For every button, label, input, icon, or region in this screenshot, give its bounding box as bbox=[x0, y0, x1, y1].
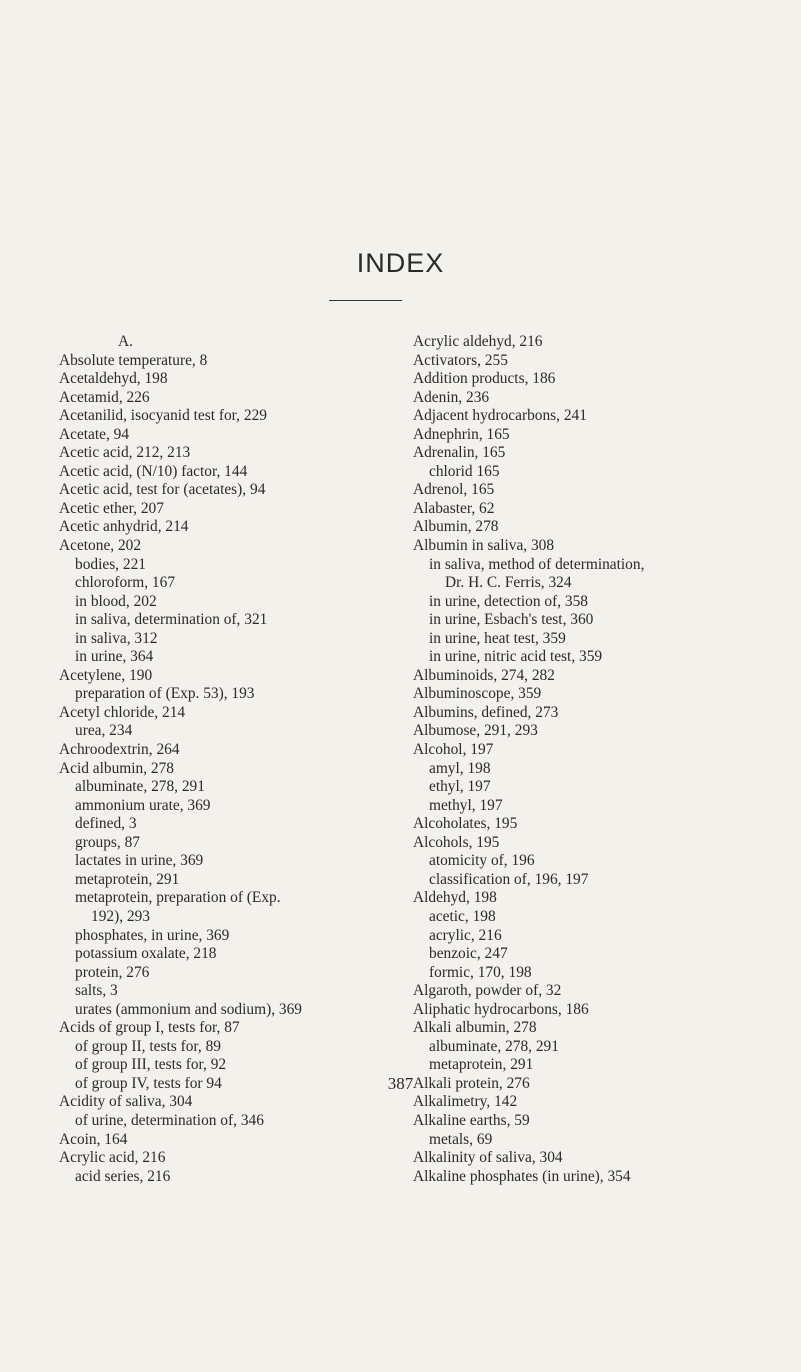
index-entry: Alkalinity of saliva, 304 bbox=[413, 1149, 563, 1167]
index-subentry: protein, 276 bbox=[75, 963, 150, 981]
index-entry: Adnephrin, 165 bbox=[413, 425, 510, 443]
index-entry: Acid albumin, 278 bbox=[59, 759, 174, 777]
page-number: 387 bbox=[387, 1074, 414, 1093]
index-entry: Alkali protein, 276 bbox=[413, 1074, 530, 1092]
page-title: INDEX bbox=[356, 248, 445, 278]
index-subentry: urates (ammonium and sodium), 369 bbox=[75, 1000, 302, 1018]
index-entry: Addition products, 186 bbox=[413, 370, 556, 388]
index-subentry: defined, 3 bbox=[75, 815, 137, 833]
index-entry: Acidity of saliva, 304 bbox=[59, 1093, 193, 1111]
index-subentry: 192), 293 bbox=[91, 907, 150, 925]
index-subentry: albuminate, 278, 291 bbox=[75, 778, 205, 796]
index-entry: Acetic anhydrid, 214 bbox=[59, 518, 189, 536]
index-subentry: phosphates, in urine, 369 bbox=[75, 926, 230, 944]
index-entry: Alkaline earths, 59 bbox=[413, 1111, 530, 1129]
index-subentry: ethyl, 197 bbox=[429, 778, 491, 796]
index-entry: Acetic acid, (N/10) factor, 144 bbox=[59, 462, 248, 480]
index-subentry: benzoic, 247 bbox=[429, 945, 508, 963]
index-entry: Acrylic aldehyd, 216 bbox=[413, 333, 543, 350]
index-subentry: ammonium urate, 369 bbox=[75, 796, 211, 814]
index-entry: Albumose, 291, 293 bbox=[413, 722, 538, 740]
index-entry: Acids of group I, tests for, 87 bbox=[59, 1019, 240, 1037]
index-entry: Acetanilid, isocyanid test for, 229 bbox=[59, 407, 267, 425]
index-subentry: of urine, determination of, 346 bbox=[75, 1111, 264, 1129]
index-entry: Albumin in saliva, 308 bbox=[413, 537, 555, 555]
index-subentry: formic, 170, 198 bbox=[429, 963, 532, 981]
index-entry: Aldehyd, 198 bbox=[413, 889, 497, 907]
index-subentry: in urine, 364 bbox=[75, 648, 154, 666]
index-subentry: chlorid 165 bbox=[429, 462, 500, 480]
index-subentry: metaprotein, 291 bbox=[429, 1056, 534, 1074]
index-subentry: chloroform, 167 bbox=[75, 574, 176, 592]
index-entry: Acrylic acid, 216 bbox=[59, 1149, 166, 1167]
index-subentry: groups, 87 bbox=[75, 833, 140, 851]
index-subentry: acetic, 198 bbox=[429, 907, 496, 925]
index-subentry: metaprotein, 291 bbox=[75, 870, 180, 888]
index-entry: Albumins, defined, 273 bbox=[413, 703, 559, 721]
index-subentry: in urine, heat test, 359 bbox=[429, 629, 566, 647]
index-entry: Acetic acid, test for (acetates), 94 bbox=[59, 481, 266, 499]
index-entry: Acoin, 164 bbox=[59, 1130, 128, 1148]
index-entry: Activators, 255 bbox=[413, 351, 508, 369]
index-subentry: in saliva, determination of, 321 bbox=[75, 611, 268, 629]
index-subentry: metals, 69 bbox=[429, 1130, 493, 1148]
index-entry: Absolute temperature, 8 bbox=[59, 351, 208, 369]
index-entry: Alkalimetry, 142 bbox=[413, 1093, 518, 1111]
index-entry: Alcohols, 195 bbox=[413, 833, 500, 851]
index-entry: Alcoholates, 195 bbox=[413, 815, 518, 833]
index-entry: Acetate, 94 bbox=[59, 425, 130, 443]
index-subentry: salts, 3 bbox=[75, 982, 118, 1000]
index-subentry: metaprotein, preparation of (Exp. bbox=[75, 889, 281, 907]
index-subentry: in blood, 202 bbox=[75, 592, 157, 610]
index-subentry: urea, 234 bbox=[75, 722, 133, 740]
index-entry: Alkaline phosphates (in urine), 354 bbox=[413, 1167, 631, 1185]
index-entry: Albuminoids, 274, 282 bbox=[413, 666, 555, 684]
index-entry: Acetic acid, 212, 213 bbox=[59, 444, 191, 462]
index-entry: Acetamid, 226 bbox=[59, 388, 150, 406]
index-entry: Acetylene, 190 bbox=[59, 666, 153, 684]
index-entry: Acetic ether, 207 bbox=[59, 499, 164, 517]
title-divider bbox=[329, 300, 402, 301]
index-subentry: in saliva, method of determination, bbox=[429, 555, 645, 573]
index-subentry: acrylic, 216 bbox=[429, 926, 502, 944]
index-entry: Acetyl chloride, 214 bbox=[59, 703, 186, 721]
index-subentry: potassium oxalate, 218 bbox=[75, 945, 217, 963]
index-column-left bbox=[59, 333, 439, 1186]
section-letter: A. bbox=[118, 333, 133, 350]
index-subentry: classification of, 196, 197 bbox=[429, 870, 589, 888]
index-entry: Albuminoscope, 359 bbox=[413, 685, 542, 703]
index-subentry: in urine, detection of, 358 bbox=[429, 592, 588, 610]
index-subentry: bodies, 221 bbox=[75, 555, 146, 573]
index-entry: Adrenalin, 165 bbox=[413, 444, 506, 462]
index-column-right bbox=[413, 333, 793, 1186]
index-subentry: preparation of (Exp. 53), 193 bbox=[75, 685, 255, 703]
index-subentry: of group III, tests for, 92 bbox=[75, 1056, 227, 1074]
index-subentry: Dr. H. C. Ferris, 324 bbox=[445, 574, 572, 592]
index-entry: Adenin, 236 bbox=[413, 388, 490, 406]
index-subentry: atomicity of, 196 bbox=[429, 852, 535, 870]
index-entry: Alcohol, 197 bbox=[413, 741, 494, 759]
index-subentry: amyl, 198 bbox=[429, 759, 491, 777]
index-entry: Acetaldehyd, 198 bbox=[59, 370, 168, 388]
index-subentry: in urine, nitric acid test, 359 bbox=[429, 648, 603, 666]
index-entry: Adjacent hydrocarbons, 241 bbox=[413, 407, 587, 425]
index-subentry: methyl, 197 bbox=[429, 796, 503, 814]
index-entry: Achroodextrin, 264 bbox=[59, 741, 180, 759]
index-subentry: in urine, Esbach's test, 360 bbox=[429, 611, 594, 629]
index-entry: Acetone, 202 bbox=[59, 537, 142, 555]
index-entry: Alkali albumin, 278 bbox=[413, 1019, 537, 1037]
index-subentry: albuminate, 278, 291 bbox=[429, 1037, 559, 1055]
index-subentry: in saliva, 312 bbox=[75, 629, 158, 647]
index-subentry: of group II, tests for, 89 bbox=[75, 1037, 221, 1055]
index-entry: Aliphatic hydrocarbons, 186 bbox=[413, 1000, 589, 1018]
index-entry: Adrenol, 165 bbox=[413, 481, 495, 499]
index-subentry: acid series, 216 bbox=[75, 1167, 171, 1185]
index-subentry: of group IV, tests for 94 bbox=[75, 1074, 222, 1092]
index-subentry: lactates in urine, 369 bbox=[75, 852, 204, 870]
index-entry: Alabaster, 62 bbox=[413, 499, 495, 517]
index-entry: Albumin, 278 bbox=[413, 518, 499, 536]
index-entry: Algaroth, powder of, 32 bbox=[413, 982, 562, 1000]
